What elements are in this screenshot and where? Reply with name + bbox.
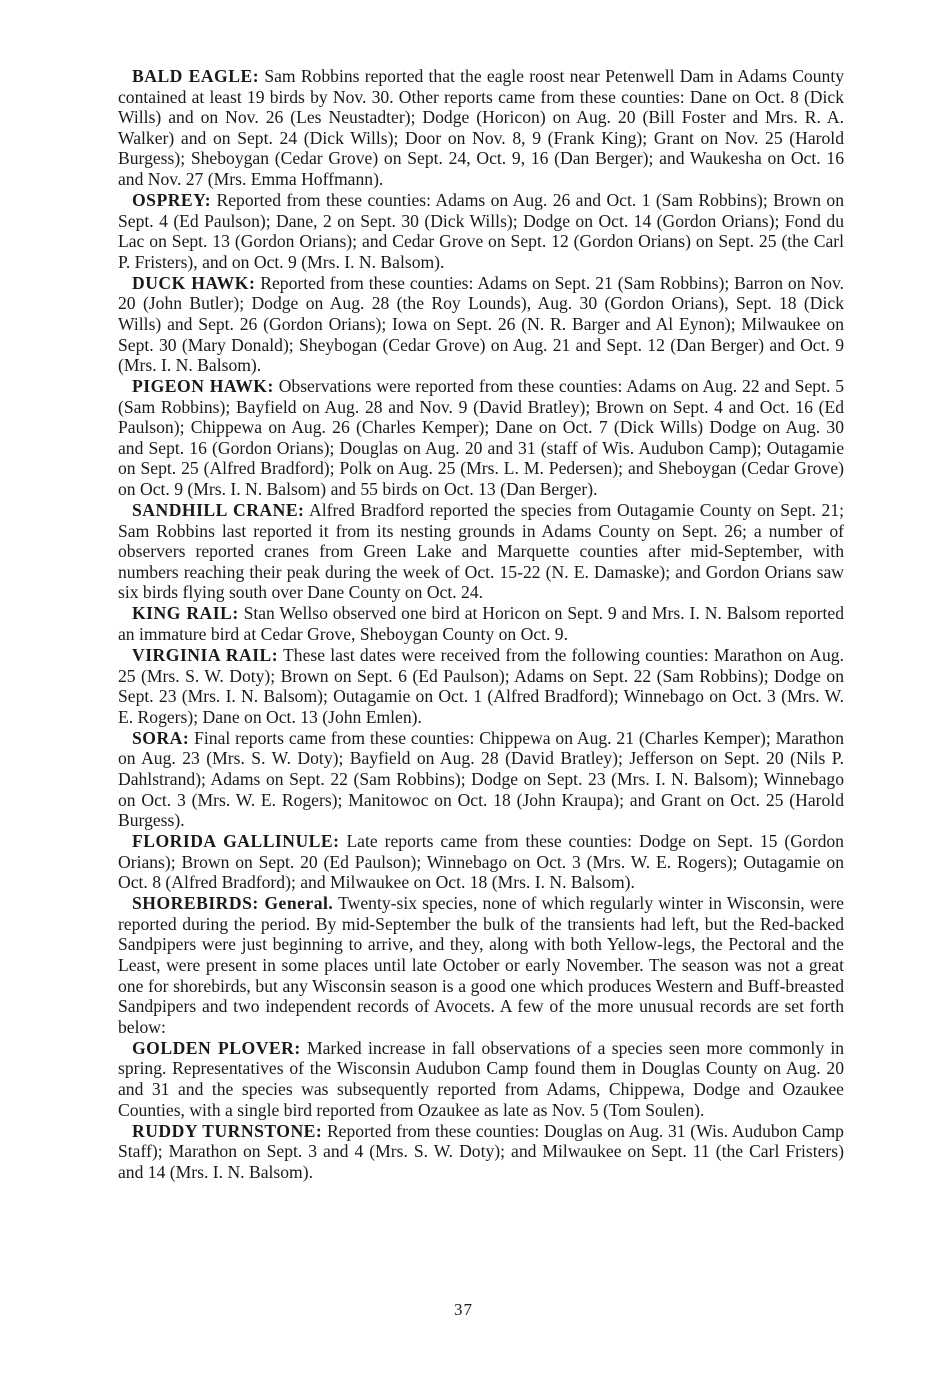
- entry-shorebirds-general: [118, 893, 844, 1037]
- entry-sora: [118, 728, 844, 831]
- species-heading: PIGEON HAWK:: [132, 376, 274, 397]
- species-heading: OSPREY:: [132, 189, 212, 210]
- species-heading: KING RAIL:: [132, 603, 239, 624]
- species-heading: BALD EAGLE:: [132, 66, 260, 86]
- entry-virginia-rail: [118, 645, 844, 727]
- entry-text: Late reports came from these counties: Dodge on Sept. 15 (Gordon Orians); Brown on Sept. 20 (Ed Paulson); Winnebago on Oct. 3 (Mrs. W. E. Rogers); Outagamie on Oct. 8 (Alfred Bradford); and Milwaukee on Oct. 18 (Mrs. I. N. Balsom).: [118, 831, 844, 893]
- entry-text: Twenty-six species, none of which regularly winter in Wisconsin, were reported during the period. By mid-September the bulk of the transients had left, but the Red-backed Sandpipers were just beginning to arrive, and they, along with both Yellow-legs, the Pectoral and the Least, were present in some places until late October or early November. The season was not a great one for shorebirds, but any Wisconsin season is a good one which produces Western and Buff-breasted Sandpipers and two independent records of Avocets. A few of the more unusual records are set forth below:: [118, 893, 844, 1037]
- entry-duck-hawk: [118, 273, 844, 376]
- entry-king-rail: [118, 603, 844, 644]
- species-heading: SORA:: [132, 727, 190, 748]
- species-heading: GOLDEN PLOVER:: [132, 1037, 301, 1058]
- entry-osprey: [118, 190, 844, 272]
- species-heading: RUDDY TURNSTONE:: [132, 1120, 323, 1141]
- species-heading: SHOREBIRDS: General.: [132, 893, 334, 914]
- species-heading: VIRGINIA RAIL:: [132, 644, 279, 665]
- entry-text: These last dates were received from the following counties: Marathon on Aug. 25 (Mrs. S. W. Doty); Brown on Sept. 6 (Ed Paulson); Adams on Sept. 22 (Sam Robbins); Dodge on Sept. 23 (Mrs. I. N. Balsom); Outagamie on Oct. 1 (Alfred Bradford); Winnebago on Oct. 3 (Mrs. W. E. Rogers); Dane on Oct. 13 (John Emlen).: [118, 644, 844, 727]
- entry-golden-plover: [118, 1038, 844, 1120]
- entry-text: Final reports came from these counties: Chippewa on Aug. 21 (Charles Kemper); Marathon on Aug. 23 (Mrs. S. W. Doty); Bayfield on Aug. 28 (David Bratley); Jefferson on Sept. 20 (Nils P. Dahlstrand); Adams on Sept. 22 (Sam Robbins); Dodge on Sept. 23 (Mrs. I. N. Balsom); Winnebago on Oct. 3 (Mrs. W. E. Rogers); Manitowoc on Oct. 18 (John Kraupa); and Grant on Oct. 25 (Harold Burgess).: [118, 727, 844, 831]
- species-heading: DUCK HAWK:: [132, 272, 256, 293]
- entry-text: Marked increase in fall observations of a species seen more commonly in spring. Representatives of the Wisconsin Audubon Camp found them in Douglas County on Aug. 20 and 31 and the species was subsequently reported from Adams, Chippewa, Dodge and Ozaukee Counties, with a single bird reported from Ozaukee as late as Nov. 5 (Tom Soulen).: [118, 1037, 845, 1120]
- entry-text: Stan Wellso observed one bird at Horicon on Sept. 9 and Mrs. I. N. Balsom reported an immature bird at Cedar Grove, Sheboygan County on Oct. 9.: [118, 603, 844, 644]
- entry-text: Observations were reported from these counties: Adams on Aug. 22 and Sept. 5 (Sam Robbins); Bayfield on Aug. 28 and Nov. 9 (David Bratley); Brown on Sept. 4 and Oct. 16 (Ed Paulson); Chippewa on Aug. 26 (Charles Kemper); Dane on Oct. 7 (Dick Wills) Dodge on Aug. 30 and Sept. 16 (Gordon Orians); Douglas on Aug. 20 and 31 (staff of Wis. Audubon Camp); Outagamie on Sept. 25 (Alfred Bradford); Polk on Aug. 25 (Mrs. L. M. Pedersen); and Sheboygan (Cedar Grove) on Oct. 9 (Mrs. I. N. Balsom) and 55 birds on Oct. 13 (Dan Berger).: [118, 376, 844, 500]
- entry-florida-gallinule: [118, 831, 844, 893]
- species-heading: SANDHILL CRANE:: [132, 500, 305, 521]
- entry-text: Reported from these counties: Douglas on Aug. 31 (Wis. Audubon Camp Staff); Marathon on Sept. 3 and 4 (Mrs. S. W. Doty); and Milwaukee on Sept. 11 (the Carl Fristers) and 14 (Mrs. I. N. Balsom).: [118, 1120, 844, 1182]
- entry-bald-eagle: [118, 66, 844, 190]
- entry-text: Sam Robbins reported that the eagle roost near Petenwell Dam in Adams County contained at least 19 birds by Nov. 30. Other reports came from these counties: Dane on Oct. 8 (Dick Wills) and on Nov. 26 (Les Neustadter); Dodge (Horicon) on Aug. 20 (Bill Foster and Mrs. R. A. Walker) and on Sept. 24 (Dick Wills); Door on Nov. 8, 9 (Frank King); Grant on Nov. 25 (Harold Burgess); Sheboygan (Cedar Grove) on Sept. 24, Oct. 9, 16 (Dan Berger); and Waukesha on Oct. 16 and Nov. 27 (Mrs. Emma Hoffmann).: [118, 66, 845, 189]
- entry-sandhill-crane: [118, 500, 844, 603]
- species-heading: FLORIDA GALLINULE:: [132, 831, 340, 852]
- entry-text: Alfred Bradford reported the species from Outagamie County on Sept. 21; Sam Robbins last reported it from its nesting grounds in Adams County on Sept. 26; a number of observers reported cranes from Green Lake and Marquette counties after mid-September, with numbers reaching their peak during the week of Oct. 15-22 (N. E. Damaske); and Gordon Orians saw six birds flying south over Dane County on Oct. 24.: [118, 500, 845, 603]
- page-number: 37: [454, 1300, 473, 1319]
- document-body: [118, 66, 844, 1183]
- entry-ruddy-turnstone: [118, 1121, 844, 1183]
- entry-text: Reported from these counties: Adams on Sept. 21 (Sam Robbins); Barron on Nov. 20 (John Butler); Dodge on Aug. 28 (the Roy Lounds), Aug. 30 (Gordon Orians), Sept. 18 (Dick Wills) and Sept. 26 (Gordon Orians); Iowa on Sept. 26 (N. R. Barger and Al Eynon); Milwaukee on Sept. 30 (Mary Donald); Sheybogan (Cedar Grove) on Aug. 21 and Sept. 12 (Dan Berger) and Oct. 9 (Mrs. I. N. Balsom).: [118, 272, 844, 376]
- entry-pigeon-hawk: [118, 376, 844, 500]
- entry-text: Reported from these counties: Adams on Aug. 26 and Oct. 1 (Sam Robbins); Brown on Sept. 4 (Ed Paulson); Dane, 2 on Sept. 30 (Dick Wills); Dodge on Oct. 14 (Gordon Orians); Fond du Lac on Sept. 13 (Gordon Orians); and Cedar Grove on Sept. 12 (Gordon Orians) on Sept. 25 (the Carl P. Fristers), and on Oct. 9 (Mrs. I. N. Balsom).: [118, 189, 844, 272]
